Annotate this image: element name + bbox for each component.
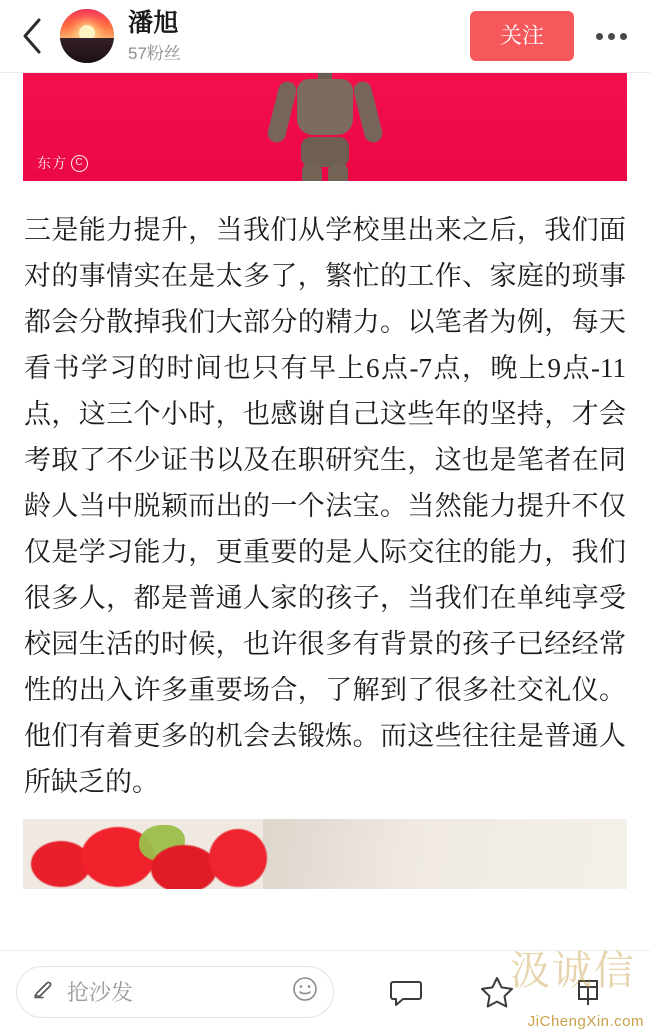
mannequin-figure [250,73,400,181]
mannequin-torso [297,79,353,135]
flower-3 [151,845,217,889]
pencil-icon [31,977,55,1006]
article-body [0,181,650,805]
more-options-button[interactable] [590,15,632,57]
follow-button[interactable]: 关注 [470,11,574,61]
back-button[interactable] [10,13,56,59]
article-content[interactable] [0,73,650,950]
more-dot-3 [620,33,627,40]
image-watermark [37,153,88,173]
chevron-left-icon [21,16,45,56]
watermark-badge-icon: C [71,155,88,172]
page-header [0,0,650,72]
article-image-bottom [23,819,627,889]
comment-button[interactable] [380,966,432,1018]
avatar[interactable] [60,9,114,63]
more-dot-2 [608,33,615,40]
article-paragraph: 三是能力提升，当我们从学校里出来之后，我们面对的事情实在是太多了，繁忙的工作、家庭的琐事都会分散掉我们大部分的精力。以笔者为例，每天看书学习的时间也只有早上6点-7点，晚上9点-11点，这三个小时，也感谢自己这些年的坚持，才会考取了不少证书以及在职研究生，这也是笔者在同龄人当中脱颖而出的一个法宝。当然能力提升不仅仅是学习能力，更重要的是人际交往的能力，我们很多人，都是普通人家的孩子，当我们在单纯享受校园生活的时候，也许很多有背景的孩子已经经常性的出入许多重要场合，了解到了很多社交礼仪。他们有着更多的机会去锻炼。而这些往往是普通人所缺乏的。 [24,215,626,797]
author-info[interactable] [128,9,470,63]
overlay-watermark: 汲诚信 [510,948,636,993]
mannequin-leg-right [328,163,348,181]
site-watermark: JiChengXin.com [527,1013,644,1030]
smiley-icon[interactable] [291,975,319,1008]
comment-input[interactable] [16,966,334,1018]
more-dot-1 [596,33,603,40]
mannequin-arm-right [352,80,384,145]
author-name: 潘旭 [128,8,180,37]
comment-bubble-icon [387,973,425,1011]
image-blur-background [263,819,627,889]
article-image-top [23,73,627,181]
flower-4 [209,829,267,887]
mannequin-arm-left [266,80,298,145]
fans-count: 57粉丝 [128,43,181,63]
watermark-text: 东方 [37,155,67,171]
avatar-ground [60,38,114,63]
mannequin-leg-left [302,163,322,181]
comment-placeholder: 抢沙发 [67,980,134,1005]
